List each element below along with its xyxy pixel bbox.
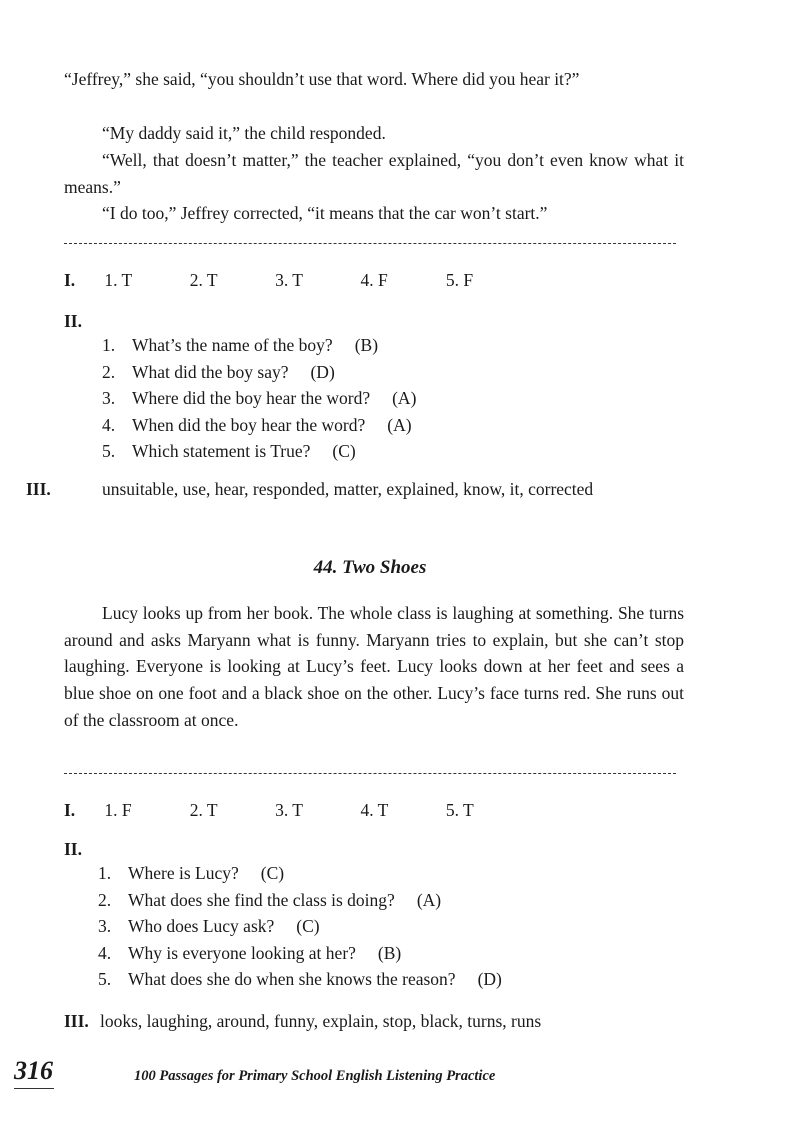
tf-answer: 4. T [360,800,389,820]
answers-43-part-1 [64,269,527,291]
tf-answer: 5. T [445,800,474,820]
page-number: 316 [14,1056,53,1085]
tf-answer: 2. T [189,800,218,820]
tf-answer: 1. T [104,270,133,290]
tf-answer: 4. F [360,270,388,290]
answers-44-part-2-label: II. [64,839,82,859]
question-item: 1. Where is Lucy? (C) [98,863,285,883]
answers-43-part-2-label: II. [64,311,82,331]
passage-44-title: 44. Two Shoes [313,557,427,578]
divider-44 [64,773,676,774]
answers-44-part-3: III. looks, laughing, around, funny, explain, stop, black, turns, runs [64,1011,542,1031]
tf-answer: 2. T [189,270,218,290]
book-title-footer: 100 Passages for Primary School English Listening Practice [134,1068,496,1084]
question-item: 3. Who does Lucy ask? (C) [98,916,320,937]
question-item: 5. What does she do when she knows the reason? (D) [98,969,502,990]
answers-44-part-1 [64,799,527,821]
answers-43-part-3: III. unsuitable, use, hear, responded, matter, explained, know, it, corrected [26,479,594,499]
passage-44-text: Lucy looks up from her book. The whole class is laughing at something. She turns around and asks Maryann what is funny. Maryann tries to explain, but she can’t stop laughing. Everyone is looking at Lucy’s feet. Lucy looks down at her feet and sees a blue shoe on one foot and a black shoe on the other. Lucy’s face turns red. She runs out of the classroom at once. [64,603,684,730]
roman-numeral: I. [64,800,76,820]
tf-answer: 3. T [275,800,303,820]
question-item: 4. When did the boy hear the word? (A) [102,414,412,435]
question-item: 1. What’s the name of the boy? (B) [102,335,379,355]
page-number-underline [14,1088,54,1089]
tf-answer: 5. F [445,270,474,290]
passage-43-line-2: “My daddy said it,” the child responded. [102,123,386,143]
passage-43-line-1: “Jeffrey,” she said, “you shouldn’t use that word. Where did you hear it?” [64,69,580,89]
tf-answer: 1. F [104,800,132,820]
question-item: 2. What did the boy say? (D) [102,361,335,382]
roman-numeral: I. [64,270,76,290]
passage-43-line-4: “I do too,” Jeffrey corrected, “it means that the car won’t start.” [102,203,548,223]
question-item: 4. Why is everyone looking at her? (B) [98,942,402,963]
answers-43-question-list [102,332,416,465]
divider-43 [64,243,676,244]
answers-44-question-list [98,860,502,993]
tf-answer: 3. T [275,270,303,290]
question-item: 5. Which statement is True? (C) [102,441,356,462]
question-item: 3. Where did the boy hear the word? (A) [102,388,417,409]
passage-43-line-3: “Well, that doesn’t matter,” the teacher explained, “you don’t even know what it means.” [64,150,684,197]
question-item: 2. What does she find the class is doing? (A) [98,889,442,910]
